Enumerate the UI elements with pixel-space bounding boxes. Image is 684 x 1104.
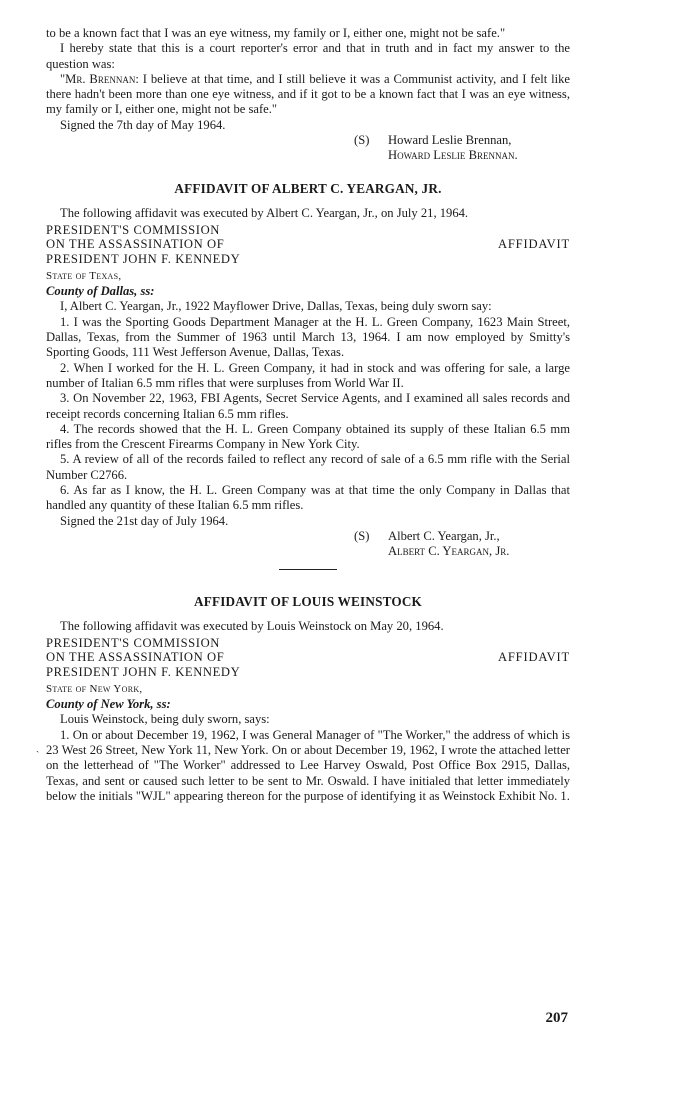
affidavit-paragraph: 1. On or about December 19, 1962, I was General Manager of "The Worker," the address of which is 23 West 26 Street, New York 11, New York. On or about December 19, 1962, I wrote the attached letter on the letterhead of "The Worker" addressed to Lee Harvey Oswald, Post Office Box 2915, Dallas, Texas, and sent or caused such letter to be sent to Mr. Oswald. I have initialed that letter immediately below the initials "WJL" appearing thereon for the purpose of identifying it as Weinstock Exhibit No. 1. [46,727,570,803]
commission-caption: PRESIDENT'S COMMISSION ON THE ASSASSINATION OF PRESIDENT JOHN F. KENNEDY AFFIDAVIT [46,222,570,266]
signature-mark: (S) [354,528,370,543]
commission-caption: PRESIDENT'S COMMISSION ON THE ASSASSINATION OF PRESIDENT JOHN F. KENNEDY AFFIDAVIT [46,635,570,679]
affidavit-intro: The following affidavit was executed by Albert C. Yeargan, Jr., on July 21, 1964. [60,205,469,220]
affidavit-paragraph: 4. The records showed that the H. L. Green Company obtained its supply of these Italian 6.5 mm rifles from the Crescent Firearms Company in New York City. [46,421,570,452]
county-venue: County of New York, ss: [46,697,171,712]
corrected-answer: "Mr. Brennan: I believe at that time, and I still believe it was a Communist activity, and I felt like there hadn't been more than one eye witness, and if it got to be a known fact that I was an eye witness, my family or I, either one, might not be safe." [46,71,570,117]
page-number: 207 [545,1010,568,1026]
stray-mark: ˎ [36,742,40,753]
affidavit-paragraph: 1. I was the Sporting Goods Department Manager at the H. L. Green Company, 1623 Main Street, Dallas, Texas, from the Summer of 1963 until March 13, 1964. I am now employed by Smitty's Sporting Goods, 111 West Jefferson Avenue, Dallas, Texas. [46,314,570,360]
signature-name: Howard Leslie Brennan, [388,133,512,148]
document-page [46,26,570,804]
affidavit-heading: AFFIDAVIT OF LOUIS WEINSTOCK [193,593,422,609]
signature-name-caps: Howard Leslie Brennan. [388,148,518,163]
signed-date: Signed the 21st day of July 1964. [60,513,229,528]
affidavit-paragraph: 5. A review of all of the records failed to reflect any record of sale of a 6.5 mm rifle with the Serial Number C2766. [46,452,570,482]
speaker-name: Mr. Brennan: [65,71,139,86]
signature-line [46,544,570,559]
signature-mark: (S) [354,133,370,148]
state-venue: State of New York, [46,683,143,696]
signature-name-caps: Albert C. Yeargan, Jr. [388,544,510,559]
signature-name: Albert C. Yeargan, Jr., [388,528,500,543]
affidavit-paragraph: Louis Weinstock, being duly sworn, says: [60,712,270,727]
affidavit-paragraph: I, Albert C. Yeargan, Jr., 1922 Mayflower Drive, Dallas, Texas, being duly sworn say: [60,299,492,314]
affidavit-heading: AFFIDAVIT OF ALBERT C. YEARGAN, JR. [174,180,442,196]
county-venue: County of Dallas, ss: [46,284,155,299]
signed-date: Signed the 7th day of May 1964. [60,117,226,132]
affidavit-paragraph: 2. When I worked for the H. L. Green Company, it had in stock and was offering for sale, a large number of Italian 6.5 mm rifles that were surpluses from World War II. [46,360,570,390]
corrected-quote: I believe at that time, and I still believe it was a Communist activity, and I felt like there hadn't been more than one eye witness, and if it got to be a known fact that I was an eye witness, my family or I, either one, might not be safe." [46,71,570,117]
signature-line [46,133,570,148]
affidavit-paragraph: 6. As far as I know, the H. L. Green Company was at that time the only Company in Dallas that handled any quantity of these Italian 6.5 mm rifles. [46,483,570,513]
signature-line [46,148,570,163]
continuation-line: I hereby state that this is a court reporter's error and that in truth and in fact my answer to the question was: [46,41,570,71]
state-venue: State of Texas, [46,270,122,283]
signature-line [46,529,570,544]
continuation-line: to be a known fact that I was an eye witness, my family or I, either one, might not be safe." [46,26,506,40]
affidavit-intro: The following affidavit was executed by Louis Weinstock on May 20, 1964. [60,618,444,633]
affidavit-label: AFFIDAVIT [497,650,570,665]
affidavit-label: AFFIDAVIT [497,237,570,252]
affidavit-paragraph: 3. On November 22, 1963, FBI Agents, Secret Service Agents, and I examined all sales records and receipt records concerning Italian 6.5 mm rifles. [46,391,570,421]
